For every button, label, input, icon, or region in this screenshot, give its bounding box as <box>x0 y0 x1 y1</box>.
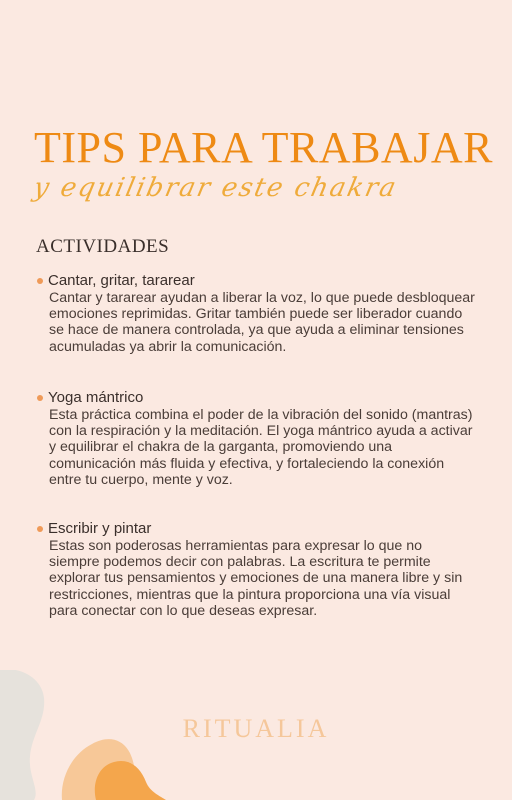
orange-blob <box>95 761 166 800</box>
bullet-icon <box>37 526 43 532</box>
activity-description: Cantar y tararear ayudan a liberar la voz, lo que puede desbloquear emociones reprimidas. Gritar también puede ser liberador cuando se hace de manera controlada, ya que ayuda a eliminar tensiones acumuladas ya abrir la comunicación. <box>49 290 475 355</box>
activity-heading <box>36 389 476 407</box>
activity-item <box>36 389 476 488</box>
section-title: ACTIVIDADES <box>36 236 170 257</box>
activity-item <box>36 272 476 355</box>
activity-title: Escribir y pintar <box>48 520 152 537</box>
page-title: TIPS PARA TRABAJAR <box>34 123 493 172</box>
activity-title: Cantar, gritar, tararear <box>48 272 195 289</box>
bullet-icon <box>37 395 43 401</box>
activity-title: Yoga mántrico <box>48 389 144 406</box>
brand-logo: RITUALIA <box>182 714 330 743</box>
activity-heading <box>36 520 476 538</box>
activity-description: Esta práctica combina el poder de la vibración del sonido (mantras) con la respiración y la meditación. El yoga mántrico ayuda a activar y equilibrar el chakra de la garganta, promoviendo una comunicación más fluida y efectiva, y fortaleciendo la conexión entre tu cuerpo, mente y voz. <box>49 407 473 488</box>
activity-heading <box>36 272 476 290</box>
activity-description: Estas son poderosas herramientas para expresar lo que no siempre podemos decir con palabras. La escritura te permite explorar tus pensamientos y emociones de una manera libre y sin restricciones, mientras que la pintura proporciona una vía visual para conectar con lo que deseas expresar. <box>49 538 463 619</box>
page-subtitle: y equilibrar este chakra <box>30 173 401 203</box>
activity-item <box>36 520 476 619</box>
bullet-icon <box>37 278 43 284</box>
